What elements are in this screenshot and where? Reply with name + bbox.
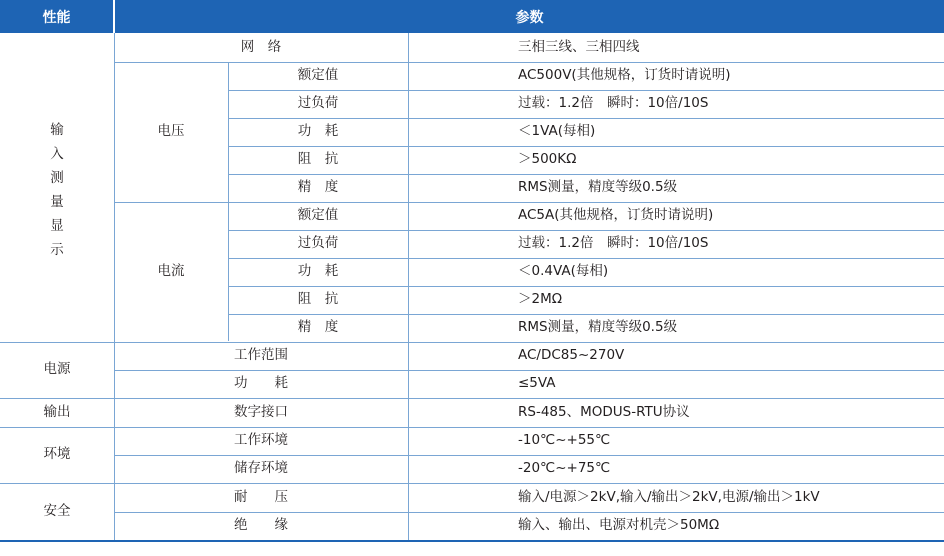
row-value: 输入/电源＞2kV,输入/输出＞2kV,电源/输出＞1kV bbox=[518, 488, 820, 505]
header-parameters: 参数 bbox=[115, 0, 944, 33]
group-char: 量 bbox=[50, 194, 64, 210]
row-label: 绝 缘 bbox=[234, 517, 288, 534]
group-char: 入 bbox=[50, 146, 64, 162]
header-performance: 性能 bbox=[0, 0, 113, 33]
row-value: AC5A(其他规格，订货时请说明) bbox=[518, 207, 714, 224]
row-value: ＞500KΩ bbox=[518, 151, 577, 168]
row-label: 精 度 bbox=[297, 179, 339, 196]
row-value: 输入、输出、电源对机壳＞50MΩ bbox=[518, 517, 720, 534]
row-label: 工作环境 bbox=[234, 432, 288, 449]
row-value: -10℃~+55℃ bbox=[518, 432, 611, 449]
row-label: 阻 抗 bbox=[297, 291, 339, 308]
row-label: 储存环境 bbox=[234, 460, 288, 477]
group-char: 测 bbox=[50, 170, 64, 186]
subgroup-current: 电流 bbox=[157, 263, 185, 280]
row-label: 阻 抗 bbox=[297, 151, 339, 168]
row-value: AC/DC85~270V bbox=[518, 347, 625, 364]
row-value: ＜0.4VA(每相) bbox=[518, 263, 609, 280]
row-value: ＞2MΩ bbox=[518, 291, 563, 308]
row-value: 三相三线、三相四线 bbox=[518, 38, 640, 55]
row-label: 精 度 bbox=[297, 319, 339, 336]
group-environment: 环境 bbox=[43, 446, 71, 463]
group-power: 电源 bbox=[43, 361, 71, 378]
row-label: 功 耗 bbox=[234, 375, 288, 392]
subgroup-voltage: 电压 bbox=[157, 123, 185, 140]
row-value: RMS测量，精度等级0.5级 bbox=[518, 319, 678, 336]
group-char: 输 bbox=[50, 122, 64, 138]
row-value: RMS测量，精度等级0.5级 bbox=[518, 179, 678, 196]
row-label: 工作范围 bbox=[234, 347, 288, 364]
row-label: 额定值 bbox=[297, 207, 339, 224]
row-label: 过负荷 bbox=[297, 235, 339, 252]
row-value: AC500V(其他规格，订货时请说明) bbox=[518, 67, 731, 84]
group-char: 显 bbox=[50, 218, 64, 234]
row-value: 过载：1.2倍 瞬时：10倍/10S bbox=[518, 95, 709, 112]
row-value: RS-485、MODUS-RTU协议 bbox=[518, 403, 690, 420]
row-label: 功 耗 bbox=[297, 123, 339, 140]
row-label: 额定值 bbox=[297, 67, 339, 84]
group-input-display bbox=[0, 110, 114, 270]
group-safety: 安全 bbox=[43, 502, 71, 519]
group-char: 示 bbox=[50, 242, 64, 258]
row-label: 过负荷 bbox=[297, 95, 339, 112]
row-label: 数字接口 bbox=[234, 403, 288, 420]
row-value: -20℃~+75℃ bbox=[518, 460, 611, 477]
row-label: 网 络 bbox=[240, 38, 282, 55]
row-value: ＜1VA(每相) bbox=[518, 123, 596, 140]
group-output: 输出 bbox=[43, 403, 71, 420]
row-label: 功 耗 bbox=[297, 263, 339, 280]
row-label: 耐 压 bbox=[234, 488, 288, 505]
row-value: 过载：1.2倍 瞬时：10倍/10S bbox=[518, 235, 709, 252]
row-value: ≤5VA bbox=[518, 375, 556, 392]
